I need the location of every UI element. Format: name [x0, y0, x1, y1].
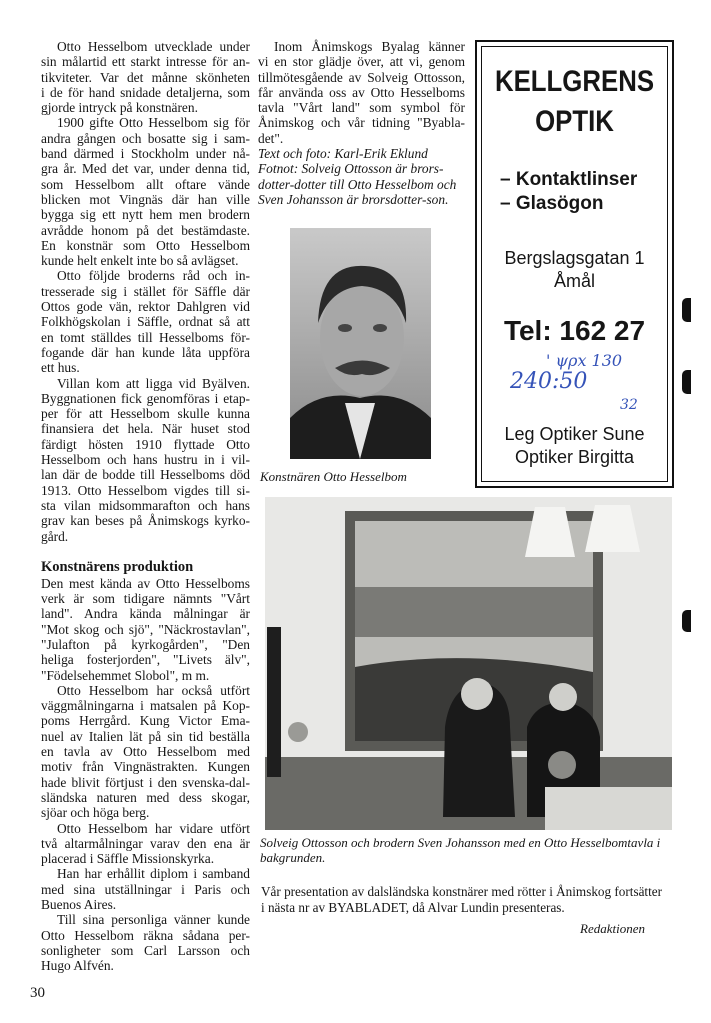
- text-line: Otto Hesselbom har också utfört: [57, 682, 250, 698]
- text-line: nuel av Italien lät på sin tid beställa: [41, 728, 250, 744]
- text-line: gjorde intryck på konstnären.: [41, 100, 198, 116]
- text-line: två altarmålningar varav den ena är: [41, 835, 250, 851]
- ad-staff-line2: Optiker Birgitta: [514, 447, 635, 467]
- interior-photo: [265, 497, 672, 830]
- text-line: "Julafton på kyrkogården", "Den: [41, 636, 250, 652]
- ad-item: – Glasögon: [500, 193, 604, 214]
- text-line: kunde helt enkelt inte bo så avlägset.: [41, 253, 239, 269]
- text-line: Otto följde broderns råd och in-: [57, 268, 250, 284]
- text-line: "Mot skog och sjö", "Näckrostavlan",: [41, 621, 250, 637]
- text-line: andra gången och bosatte sig i sam-: [41, 130, 250, 146]
- binder-mark: [682, 370, 691, 394]
- text-line: Hesselbom och hans hustru in i vil-: [41, 452, 250, 468]
- text-line: Otto Hesselbom utvecklade under: [57, 39, 250, 54]
- text-line: Otto Hesselbom räkna sådana per-: [41, 927, 250, 943]
- kellgrens-optik-advertisement: [475, 40, 674, 488]
- ad-address-city: Åmål: [553, 271, 595, 291]
- text-line: färdigt hösten 1910 flyttade Otto: [41, 436, 250, 452]
- text-line: tavla "Vårt land" som symbol för: [258, 100, 465, 116]
- text-line: 1900 gifte Otto Hesselbom sig för: [57, 115, 250, 131]
- text-line: Buenos Aires.: [41, 897, 117, 913]
- text-line: gård.: [41, 528, 69, 544]
- handwritten-note: ' ψρx 130: [546, 351, 623, 370]
- text-line: det".: [258, 130, 284, 146]
- text-line: avrådde honom på det bestämdaste.: [41, 222, 250, 238]
- text-line: ett hus.: [41, 360, 80, 376]
- caption-line: bakgrunden.: [260, 850, 326, 865]
- portrait-caption: Konstnären Otto Hesselbom: [260, 469, 407, 484]
- credit-line: dotter-dotter till Otto Hesselbom och: [258, 176, 457, 192]
- text-line: Den mest kända av Otto Hesselboms: [41, 575, 250, 591]
- text-line: Ottos gode vän, rektor Dahlgren vid: [41, 299, 250, 315]
- text-line: sländska naturen med dess skogar,: [41, 789, 250, 805]
- ad-title-line1: KELLGRENS: [494, 65, 655, 98]
- text-line: bygga sig ett nytt hem men brodern: [41, 207, 250, 223]
- text-line: Otto Hesselbom har vidare utfört: [57, 820, 250, 836]
- text-line: per för att Hesselbom skulle kunna: [41, 406, 250, 422]
- text-line: "Födelsehemmet Slobol", m m.: [41, 667, 210, 683]
- text-line: får använda oss av Otto Hesselboms: [258, 84, 465, 100]
- page-number: 30: [30, 985, 45, 1001]
- text-line: 1913. Otto Hesselbom vigdes till si-: [41, 482, 250, 498]
- text-line: tillmötesgående av Solveig Ottosson,: [258, 69, 465, 85]
- text-line: motiv från Vingnästrakten. Kungen: [41, 759, 250, 775]
- text-line: Villan kom att ligga vid Byälven.: [57, 375, 250, 391]
- text-line: Folkhögskolan i Säffle, ordnat så att: [41, 314, 250, 330]
- credit-line: Text och foto: Karl-Erik Eklund: [258, 146, 428, 162]
- text-line: blicken mot Vingnäs där han ville: [41, 191, 250, 207]
- text-line: med sina utställningar i Paris och: [41, 881, 250, 897]
- footer-note: [261, 884, 662, 916]
- text-line: heliga fosterjorden", "Livets älv",: [41, 652, 250, 668]
- text-line: En konstnär som Otto Hesselbom: [41, 237, 250, 253]
- credit-line: Fotnot: Solveig Ottosson är brors-: [258, 161, 444, 177]
- text-line: sin målartid ett starkt intresse för an-: [41, 54, 250, 70]
- ad-staff-line1: Leg Optiker Sune: [504, 424, 645, 444]
- text-line: sonligheter som Carl Larsson och: [41, 942, 250, 958]
- text-line: Inom Ånimskogs Byalag känner: [274, 39, 465, 54]
- text-line: Ånimskog och vår tidning "Byabla-: [258, 115, 465, 131]
- text-line: land". Andra kända målningar är: [41, 606, 250, 622]
- text-line: Hugo Alfvén.: [41, 958, 114, 974]
- text-line: band därmed i Stockholm under nå-: [41, 146, 250, 162]
- footer-note-line: i nästa nr av BYABLADET, då Alvar Lundin presenteras.: [261, 900, 565, 915]
- text-line: sjöar och höga berg.: [41, 805, 150, 821]
- text-line: verk är som tidigare nämnts "Vårt: [41, 591, 250, 607]
- text-line: tikviteter. Var det månne skönheten: [41, 69, 250, 85]
- footer-note-line: Vår presentation av dalsländska konstnärer med rötter i Ånimskog fortsätter: [261, 884, 663, 899]
- text-line: Till sina personliga vänner kunde: [57, 912, 250, 928]
- handwritten-note: 240:50: [510, 369, 588, 394]
- credit-line: Sven Johansson är brorsdotter-son.: [258, 191, 449, 207]
- text-line: placerad i Säffle Missionskyrka.: [41, 851, 215, 867]
- ad-address-street: Bergslagsgatan 1: [504, 248, 645, 268]
- text-line: lan där de bodde till Hesselboms död: [41, 467, 250, 483]
- text-line: tresserade sig i stället för Säffle där: [41, 283, 250, 299]
- text-line: en tomt ställdes till Hesselboms för-: [41, 329, 250, 345]
- text-line: en tavla av Otto Hesselbom med: [41, 744, 250, 760]
- ad-title-line2: OPTIK: [535, 105, 614, 138]
- middle-column: [258, 39, 465, 207]
- text-line: poms Herrgård. Kung Victor Ema-: [41, 713, 250, 729]
- text-line: Han har erhållit diplom i samband: [57, 866, 250, 882]
- text-line: fogande där han kunde låta uppföra: [41, 344, 250, 360]
- text-line: finansiera det hela. När huset stod: [41, 421, 250, 437]
- text-line: sta vilan midsommarafton och hans: [41, 497, 250, 513]
- text-line: som Hesselbom allt oftare vände: [41, 176, 250, 192]
- signature: Redaktionen: [580, 921, 645, 936]
- text-line: gra år. Med det var, under denna tid,: [41, 161, 250, 177]
- text-line: Byggnationen fick genomföras i etap-: [41, 390, 250, 406]
- caption-line: Solveig Ottosson och brodern Sven Johansson med en Otto Hesselbomtavla i: [260, 835, 661, 850]
- ad-item: – Kontaktlinser: [500, 169, 638, 190]
- binder-mark: [682, 610, 691, 632]
- section-heading: Konstnärens produktion: [41, 558, 194, 575]
- text-line: i de för hand snidade detaljerna, som: [41, 84, 250, 100]
- handwritten-note: 32: [620, 397, 638, 413]
- text-line: hade blivit förtjust i den svenska-dal-: [41, 774, 250, 790]
- ad-phone: Tel: 162 27: [503, 315, 646, 346]
- text-line: vi en stor glädje över, att vi, genom: [258, 54, 465, 70]
- text-line: väggmålningarna i matsalen på Kop-: [41, 698, 250, 714]
- binder-mark: [682, 298, 691, 322]
- left-column: [41, 39, 250, 974]
- portrait-photo: [290, 228, 431, 459]
- text-line: grav kan beses på Ånimskogs kyrko-: [41, 513, 250, 529]
- photo-caption: [260, 835, 680, 865]
